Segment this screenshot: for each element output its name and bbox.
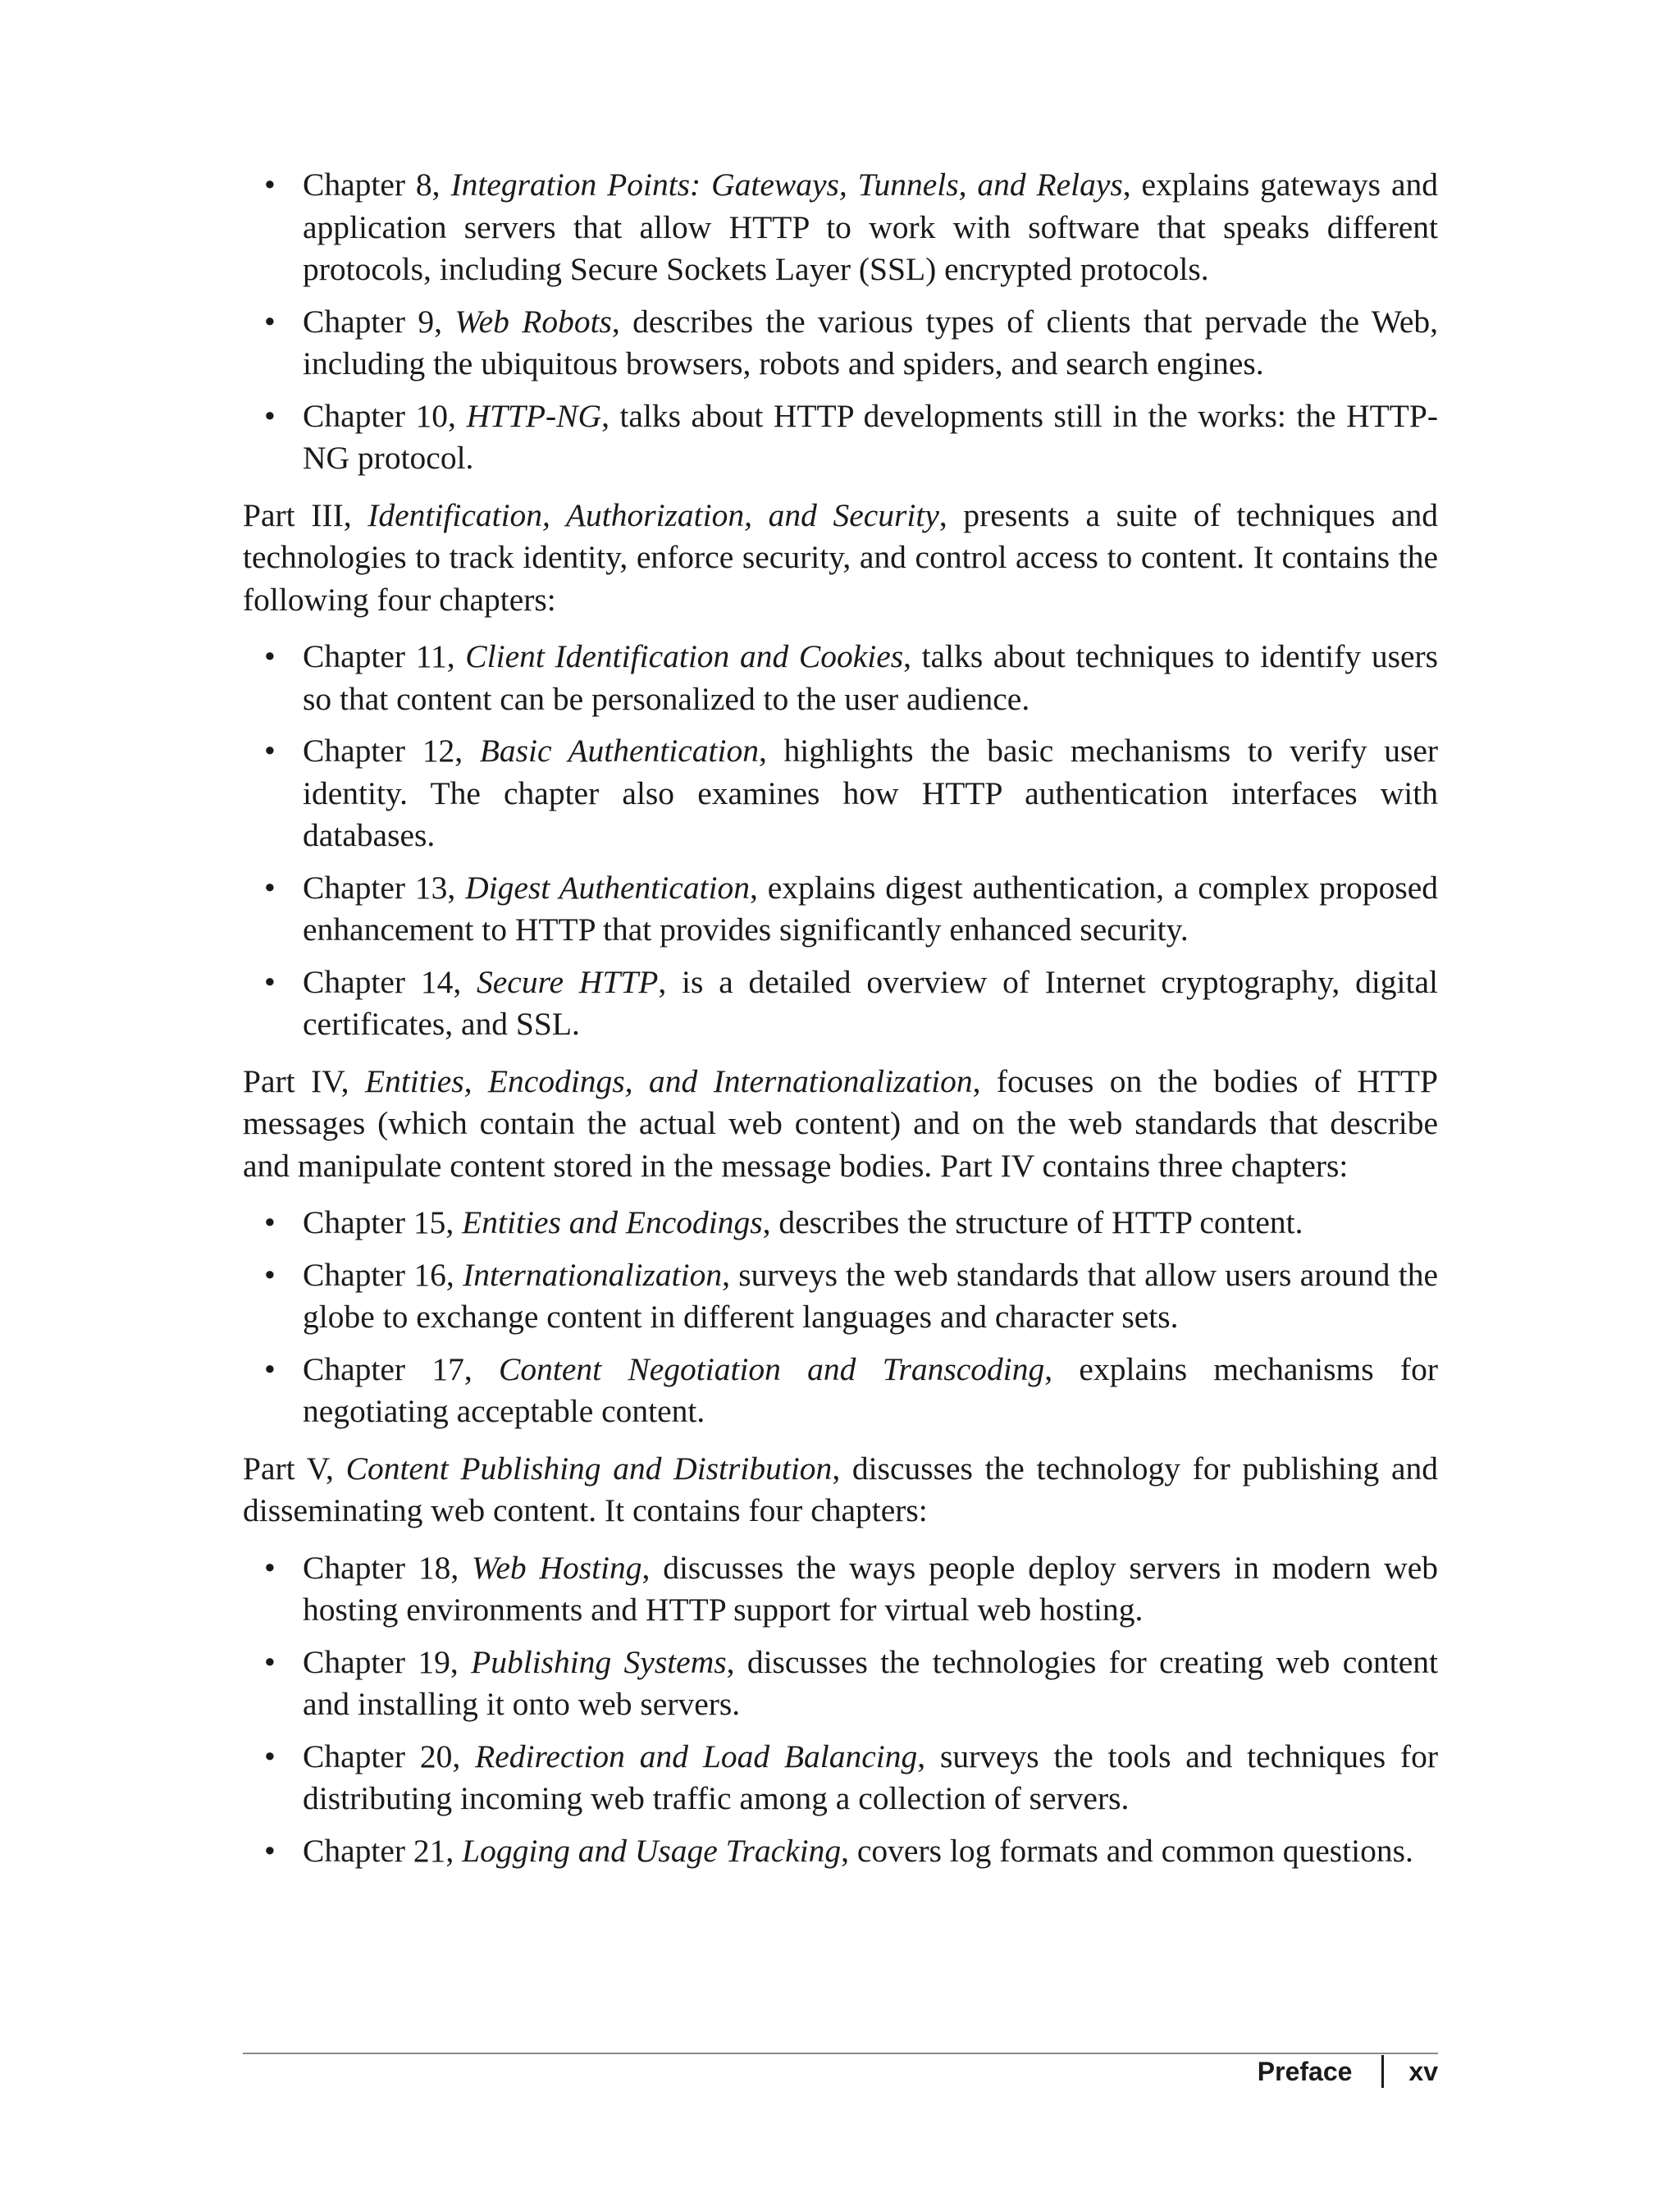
bullet-icon: • [264,733,276,769]
chapter-title: Publishing Systems [471,1643,727,1680]
chapter-list-part3 [243,636,1438,1046]
list-item: • Chapter 14, Secure HTTP, is a detailed overview of Internet cryptography, digital certificates, and SSL. [243,961,1438,1046]
page-number: xv [1408,2057,1438,2086]
list-item: • Chapter 13, Digest Authentication, explains digest authentication, a complex proposed enhancement to HTTP that provides significantly enhanced security. [243,867,1438,952]
chapter-title: Client Identification and Cookies [465,638,904,674]
list-item: • Chapter 11, Client Identification and Cookies, talks about techniques to identify users so that content can be personalized to the user audience. [243,636,1438,720]
part-title: Identification, Authorization, and Security [368,496,939,533]
chapter-title: Basic Authentication [479,733,759,769]
part3-paragraph: Part III, Identification, Authorization, and Security, presents a suite of techniques and technologies to track identity, enforce security, and control access to content. It contains the following four chapters: [243,496,1438,618]
bullet-icon: • [264,1549,276,1586]
part-title: Entities, Encodings, and Internationalization [364,1062,973,1099]
list-item: • Chapter 9, Web Robots, describes the various types of clients that pervade the Web, including the ubiquitous browsers, robots and spiders, and search engines. [243,301,1438,386]
page-body [243,164,1438,1882]
bullet-icon: • [264,963,276,1000]
part-title: Content Publishing and Distribution [345,1450,833,1487]
bullet-icon: • [264,1204,276,1240]
list-item: • Chapter 21, Logging and Usage Tracking, covers log formats and common questions. [243,1830,1438,1873]
chapter-list-part2 [243,164,1438,480]
chapter-title: Redirection and Load Balancing [475,1738,918,1774]
bullet-icon: • [264,1738,276,1774]
bullet-icon: • [264,1832,276,1869]
chapter-title: Web Hosting [472,1549,642,1586]
chapter-title: Web Robots [454,303,612,340]
part4-paragraph: Part IV, Entities, Encodings, and Internationalization, focuses on the bodies of HTTP messages (which contain the actual web content) and on the web standards that describe and manipulate content stored in the message bodies. Part IV contains three chapters: [243,1062,1439,1184]
chapter-title: Secure HTTP [477,963,659,1000]
footer-separator [1381,2055,1384,2088]
bullet-icon: • [264,1256,276,1293]
chapter-title: Entities and Encodings [462,1204,763,1240]
chapter-title: Internationalization [463,1256,723,1293]
list-item: • Chapter 10, HTTP-NG, talks about HTTP developments still in the works: the HTTP-NG protocol. [243,395,1438,480]
list-item: • Chapter 19, Publishing Systems, discusses the technologies for creating web content and installing it onto web servers. [243,1642,1438,1726]
footer-divider [243,2053,1438,2054]
footer-section-label: Preface [1257,2057,1353,2086]
bullet-icon: • [264,638,276,674]
bullet-icon: • [264,869,276,906]
bullet-icon: • [264,1643,276,1680]
bullet-icon: • [264,303,276,340]
chapter-title: Logging and Usage Tracking [462,1832,842,1869]
chapter-title: Digest Authentication [465,869,750,906]
chapter-list-part5 [243,1547,1438,1873]
chapter-title: Content Negotiation and Transcoding [499,1350,1045,1387]
list-item: • Chapter 15, Entities and Encodings, describes the structure of HTTP content. [243,1202,1438,1245]
chapter-list-part4 [243,1202,1438,1433]
list-item: • Chapter 8, Integration Points: Gateways, Tunnels, and Relays, explains gateways and application servers that allow HTTP to work with software that speaks different protocols, including Secure Sockets Layer (SSL) encrypted protocols. [243,164,1438,291]
list-item: • Chapter 20, Redirection and Load Balancing, surveys the tools and techniques for distributing incoming web traffic among a collection of servers. [243,1736,1438,1820]
bullet-icon: • [264,397,276,434]
list-item: • Chapter 18, Web Hosting, discusses the ways people deploy servers in modern web hosting environments and HTTP support for virtual web hosting. [243,1547,1438,1632]
list-item: • Chapter 16, Internationalization, surveys the web standards that allow users around the globe to exchange content in different languages and character sets. [243,1254,1438,1339]
list-item: • Chapter 17, Content Negotiation and Transcoding, explains mechanisms for negotiating acceptable content. [243,1349,1438,1433]
bullet-icon: • [264,1350,276,1387]
list-item: • Chapter 12, Basic Authentication, highlights the basic mechanisms to verify user identity. The chapter also examines how HTTP authentication interfaces with databases. [243,730,1438,857]
bullet-icon: • [264,167,276,203]
chapter-title: HTTP-NG [466,397,602,434]
page-footer [1258,2055,1438,2088]
part5-paragraph: Part V, Content Publishing and Distribution, discusses the technology for publishing and disseminating web content. It contains four chapters: [243,1450,1438,1528]
chapter-title: Integration Points: Gateways, Tunnels, and Relays [450,167,1123,203]
